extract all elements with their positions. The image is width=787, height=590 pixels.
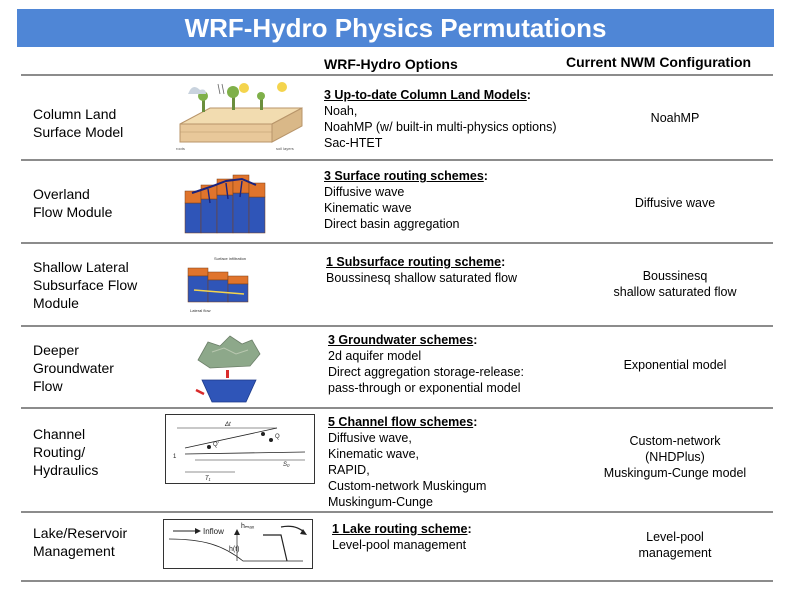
- subsurface-flow-diagram: [184, 252, 264, 323]
- svg-text:1: 1: [173, 454, 177, 460]
- lake-hmax-label: hₘₐₓ: [241, 523, 255, 530]
- current-groundwater: Exponential model: [623, 358, 727, 372]
- options-land-surface: 3 Up-to-date Column Land Models: Noah, NoahMP (w/ built-in multi-physics options) Sac-HTET: [324, 88, 557, 150]
- options-lake-reservoir: 1 Lake routing scheme: Level-pool management: [332, 522, 472, 552]
- row-label-land-surface: Column Land Surface Model: [33, 106, 124, 140]
- svg-text:Q: Q: [275, 434, 280, 440]
- svg-text:Lateral flow: Lateral flow: [190, 308, 211, 313]
- lake-inflow-label: Inflow: [203, 527, 224, 536]
- row-label-overland-flow: Overland Flow Module: [33, 186, 113, 220]
- current-overland-flow: Diffusive wave: [634, 196, 716, 210]
- row-label-groundwater-flow: Deeper Groundwater Flow: [33, 342, 114, 394]
- row-label-lake-reservoir: Lake/Reservoir Management: [33, 525, 128, 559]
- svg-text:roots: roots: [176, 146, 185, 151]
- lake-routing-diagram: [163, 519, 313, 574]
- separator-line: [21, 159, 773, 161]
- options-subsurface-flow: 1 Subsurface routing scheme: Boussinesq shallow saturated flow: [326, 255, 518, 285]
- svg-text:Q': Q': [213, 442, 219, 448]
- current-channel-routing: Custom-network (NHDPlus) Muskingum-Cunge model: [603, 434, 747, 480]
- current-config-column-header: Current NWM Configuration: [566, 54, 752, 70]
- land-surface-diagram: [172, 80, 310, 159]
- svg-text:soil layers: soil layers: [276, 146, 294, 151]
- current-lake-reservoir: Level-pool management: [638, 530, 712, 560]
- options-overland-flow: 3 Surface routing schemes: Diffusive wave Kinematic wave Direct basin aggregation: [324, 169, 488, 231]
- separator-line: [21, 242, 773, 244]
- separator-line: [21, 511, 773, 513]
- page-title: WRF-Hydro Physics Permutations: [17, 9, 774, 47]
- options-channel-routing: 5 Channel flow schemes: Diffusive wave, Kinematic wave, RAPID, Custom-network Muskingum Muskingum-Cunge: [328, 415, 487, 509]
- svg-text:Δt: Δt: [225, 422, 231, 428]
- options-column-header: WRF-Hydro Options: [324, 56, 458, 72]
- channel-routing-diagram: [165, 414, 315, 489]
- current-subsurface-flow: Boussinesq shallow saturated flow: [613, 269, 737, 299]
- separator-line: [21, 580, 773, 582]
- row-label-channel-routing: Channel Routing/ Hydraulics: [33, 426, 99, 478]
- overland-flow-grid-diagram: [180, 163, 270, 246]
- svg-text:T₁: T₁: [205, 476, 211, 482]
- row-label-subsurface-flow: Shallow Lateral Subsurface Flow Module: [33, 259, 138, 311]
- svg-text:Surface infiltration: Surface infiltration: [214, 256, 247, 261]
- separator-line: [21, 325, 773, 327]
- svg-text:S₀: S₀: [283, 462, 290, 468]
- separator-line: [21, 407, 773, 409]
- groundwater-bucket-diagram: [190, 330, 270, 411]
- options-groundwater: 3 Groundwater schemes: 2d aquifer model Direct aggregation storage-release: pass-through or exponential model: [328, 333, 524, 395]
- current-land-surface: NoahMP: [650, 111, 700, 125]
- lake-h-label: h(t): [229, 546, 240, 553]
- separator-line: [21, 74, 773, 76]
